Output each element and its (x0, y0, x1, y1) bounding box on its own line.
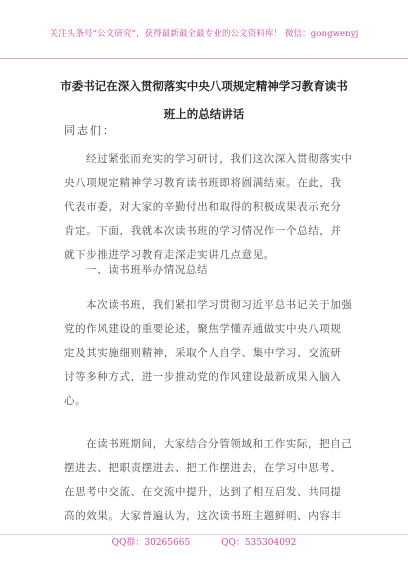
paragraph-1 (64, 147, 354, 267)
paragraph-line: 在读书班期间，大家结合分管领域和工作实际，把自己 (86, 438, 353, 450)
paragraph-line: 讨等多种方式，进一步推动党的作风建设最新成果入脑入 (64, 371, 342, 383)
paragraph-line: 心。 (64, 395, 87, 407)
title-line-1: 市委书记在深入贯彻落实中央八项规定精神学习教育读书 (60, 79, 348, 93)
page-header (0, 0, 408, 59)
title-line-2: 班上的总结讲话 (163, 107, 245, 121)
paragraph-3 (64, 432, 354, 528)
paragraph-line: 党的作风建设的重要论述，聚焦学懂弄通做实中央八项规 (64, 323, 342, 335)
paragraph-line: 定及其实施细则精神，采取个人自学、集中学习、交流研 (64, 347, 342, 359)
footer-qq: QQ：535304092 (221, 538, 297, 548)
paragraph-line: 经过紧张而充实的学习研讨，我们这次深入贯彻落实中 (86, 153, 353, 165)
paragraph-line: 摆进去、把职责摆进去、把工作摆进去，在学习中思考、 (64, 462, 342, 474)
footer-contact (0, 535, 408, 548)
paragraph-line: 肯定。下面，我就本次读书班的学习情况作一个总结，并 (64, 225, 342, 237)
paragraph-2 (64, 293, 354, 413)
document-title (46, 72, 362, 128)
paragraph-line: 就下步推进学习教育走深走实讲几点意见。 (64, 249, 275, 261)
paragraph-line: 本次读书班，我们紧扣学习贯彻习近平总书记关于加强 (86, 299, 353, 311)
salutation: 同志们： (64, 124, 116, 137)
paragraph-line: 在思考中交流、在交流中提升，达到了相互启发、共同提 (64, 486, 342, 498)
footer-qq-group: QQ群：30265665 (111, 538, 191, 548)
page-footer (0, 534, 408, 581)
paragraph-line: 央八项规定精神学习教育读书班即将圆满结束。在此，我 (64, 177, 342, 189)
section-heading-1: 一、读书班举办情况总结 (86, 264, 209, 276)
paragraph-line: 代表市委，对大家的辛勤付出和取得的积极成果表示充分 (64, 201, 342, 213)
header-banner: 关注头条号“公文研究”，获得最新最全最专业的公文资料库！ 微信：gongwenyj (49, 29, 359, 39)
paragraph-line: 高的效果。大家普遍认为，这次读书班主题鲜明、内容丰 (64, 510, 342, 522)
